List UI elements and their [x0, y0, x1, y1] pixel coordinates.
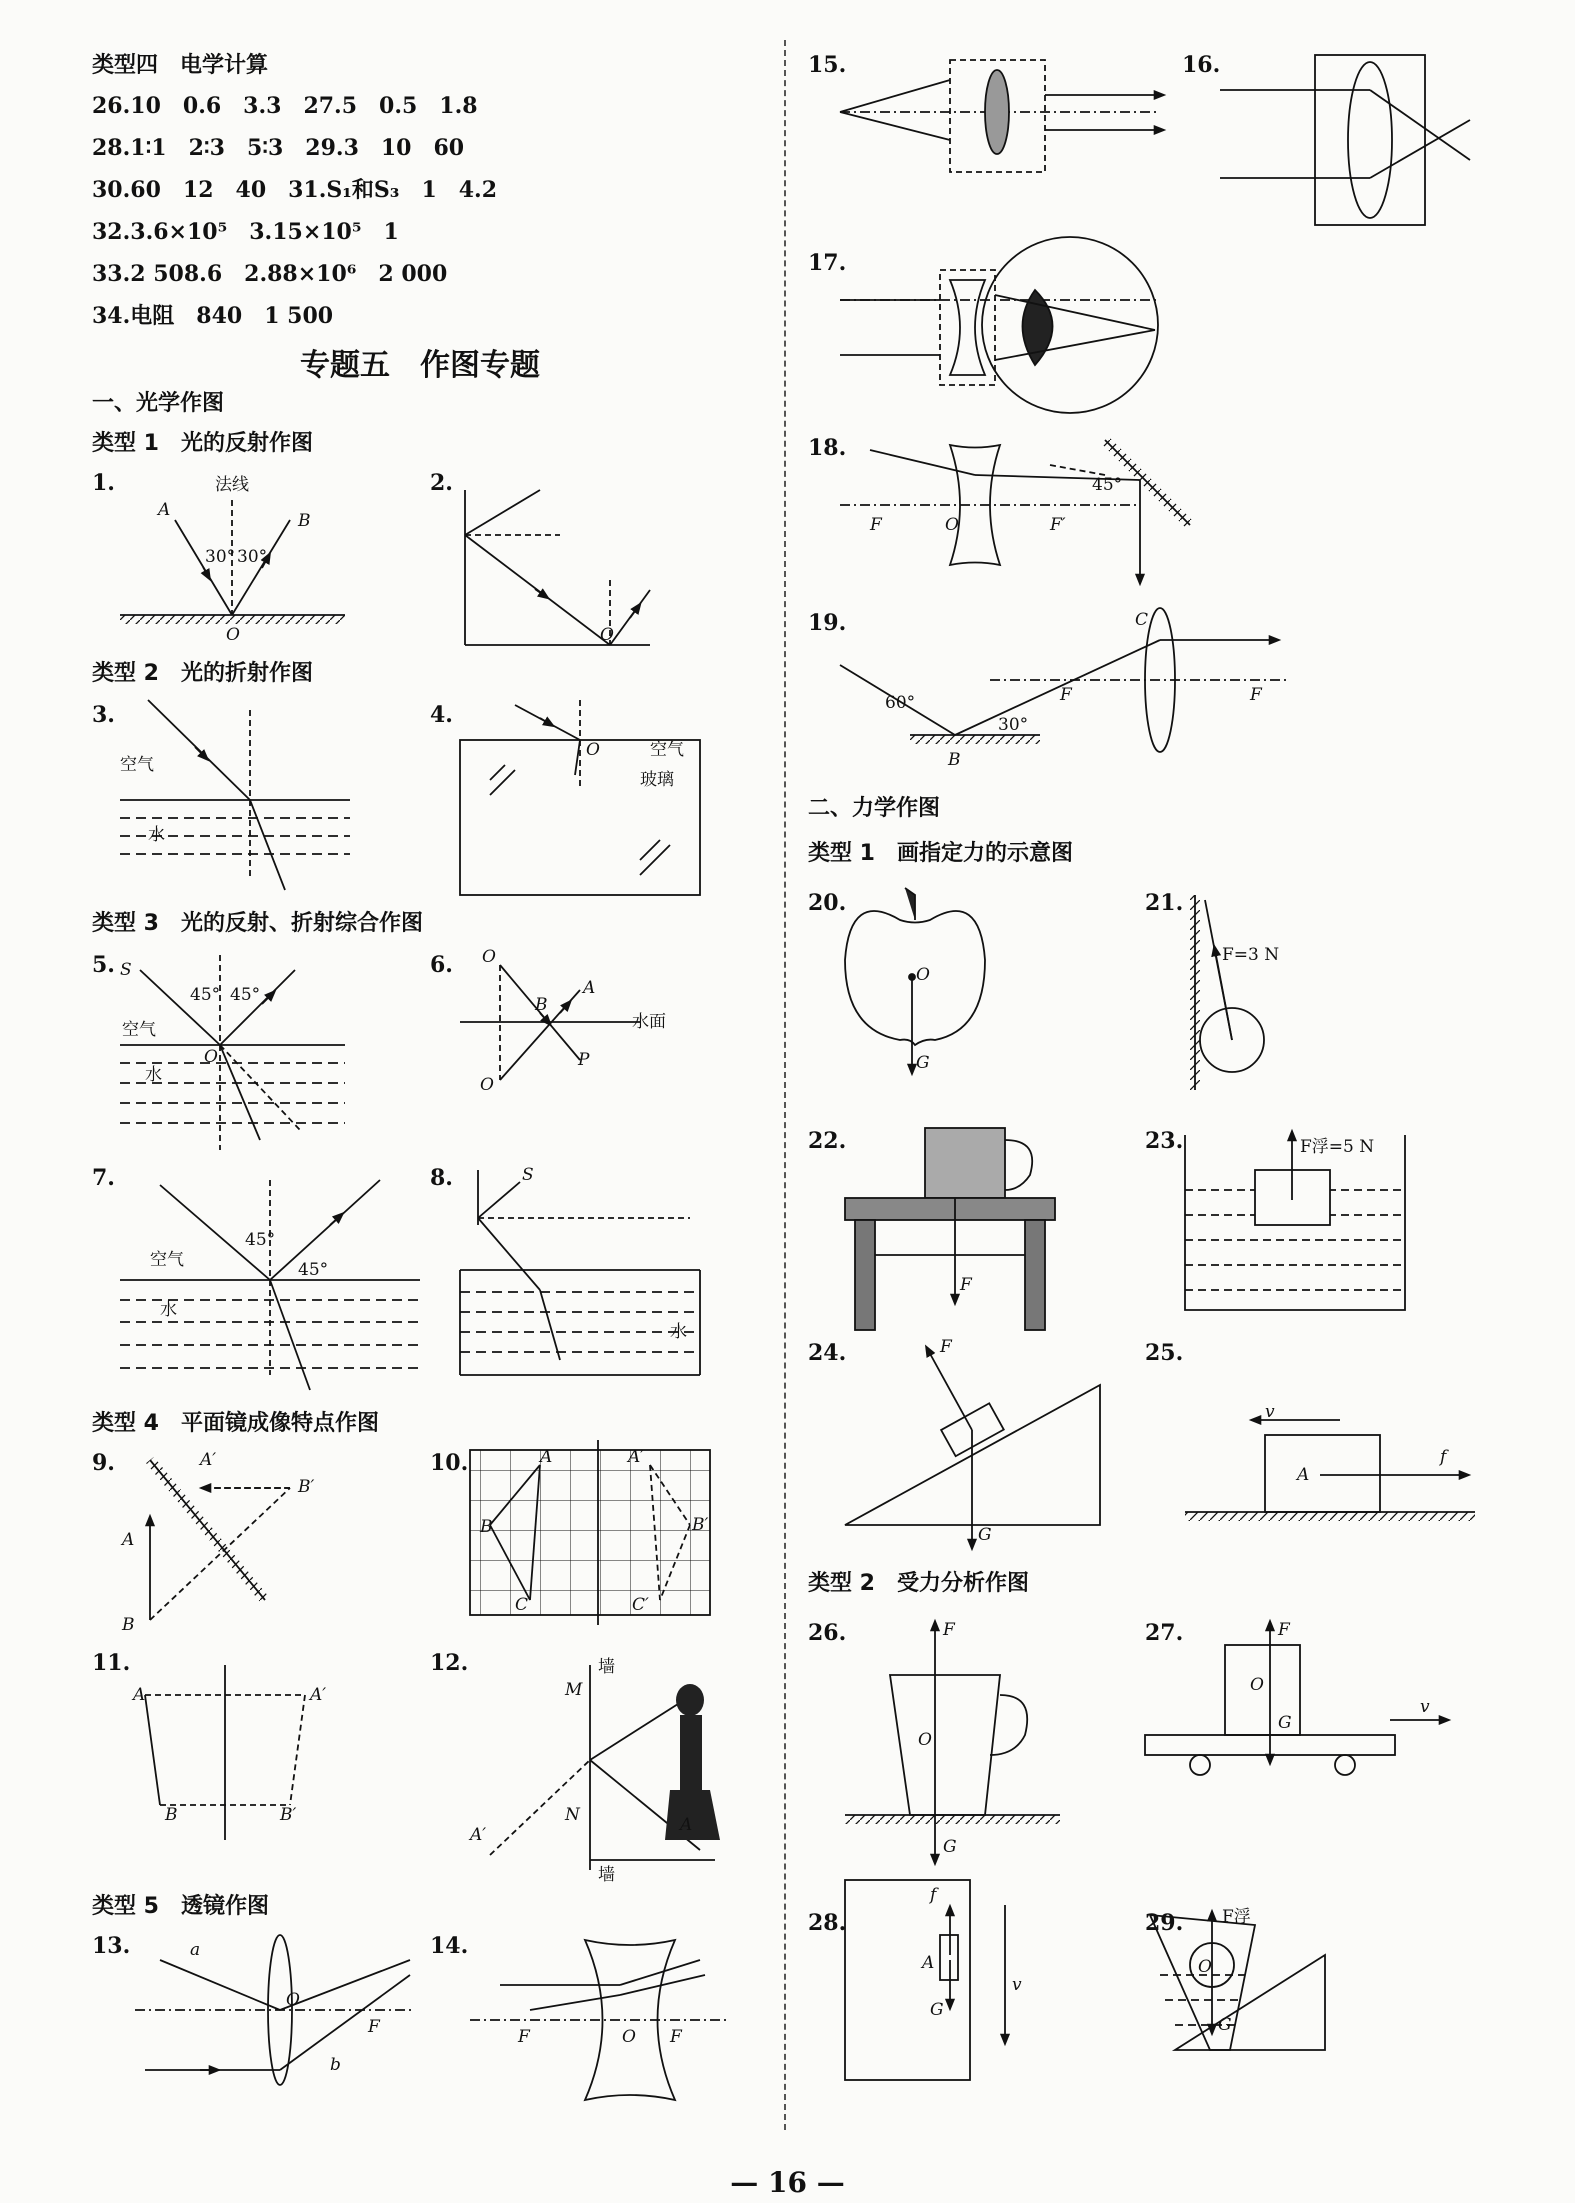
label-air: 空气 — [120, 755, 154, 775]
figure-10-grid — [470, 1440, 710, 1625]
label: O — [622, 2027, 636, 2047]
label: 45° — [230, 985, 261, 1005]
label-water: 水 — [670, 1322, 687, 1342]
figure-21-ball-wall — [1195, 895, 1264, 1090]
figure-number: 27. — [1145, 1620, 1184, 1646]
figure-number: 3. — [92, 702, 115, 728]
type4-heading: 类型四 电学计算 — [92, 53, 269, 78]
figure-labels — [120, 475, 1449, 2075]
figure-number: 1. — [92, 470, 115, 496]
figure-number: 10. — [430, 1450, 469, 1476]
label: A — [133, 1685, 146, 1705]
type-heading: 类型 2 光的折射作图 — [92, 661, 313, 686]
label: F — [518, 2027, 530, 2047]
figure-number: 26. — [808, 1620, 847, 1646]
figure-19-mirror-lens — [840, 608, 1290, 752]
label: B — [298, 511, 311, 531]
label: O — [1250, 1675, 1264, 1695]
label: C — [1135, 610, 1149, 630]
label: F — [368, 2017, 380, 2037]
figure-number: 19. — [808, 610, 847, 636]
label: M — [565, 1680, 583, 1700]
label: v — [1012, 1975, 1022, 1995]
label: a — [190, 1940, 201, 1960]
figure-7-combined — [120, 1180, 420, 1390]
figure-8-combined — [460, 1170, 700, 1375]
label: 60° — [885, 693, 916, 713]
label: F — [1250, 685, 1262, 705]
figure-number: 14. — [430, 1933, 469, 1959]
figure-number: 22. — [808, 1128, 847, 1154]
section-heading-mechanics: 二、力学作图 — [808, 796, 941, 821]
figure-number: 11. — [92, 1650, 131, 1676]
answer-line: 33.2 508.6 2.88×10⁶ 2 000 — [92, 261, 448, 287]
label: A — [540, 1447, 553, 1467]
label: B — [122, 1615, 135, 1635]
label: G — [1278, 1713, 1292, 1733]
label: B — [480, 1517, 493, 1537]
figure-4-refraction-glass — [460, 700, 700, 895]
label: C′ — [632, 1595, 649, 1615]
label-water: 水 — [148, 825, 165, 845]
figure-28-block-wall — [845, 1880, 1005, 2080]
label-glass: 玻璃 — [640, 770, 674, 790]
figure-number: 18. — [808, 435, 847, 461]
label: O — [226, 625, 240, 645]
label: 45° — [190, 985, 221, 1005]
type-heading: 类型 1 画指定力的示意图 — [808, 841, 1073, 866]
label: G — [943, 1837, 957, 1857]
figure-number: 25. — [1145, 1340, 1184, 1366]
figure-number: 24. — [808, 1340, 847, 1366]
label: B′ — [298, 1477, 315, 1497]
label-buoyancy: F浮 — [1222, 1907, 1251, 1927]
figure-27-cart — [1145, 1625, 1445, 1775]
label: B′ — [692, 1515, 709, 1535]
figure-number: 8. — [430, 1165, 453, 1191]
label: F — [1278, 1620, 1290, 1640]
label: O — [600, 625, 614, 645]
label: 45° — [1092, 475, 1123, 495]
figure-number: 16. — [1182, 52, 1221, 78]
label-water: 水 — [160, 1300, 177, 1320]
label-normal: 法线 — [215, 475, 249, 495]
label: G — [930, 2000, 944, 2020]
label-wall: 墙 — [598, 1865, 615, 1885]
figure-20-apple — [845, 888, 985, 1070]
label: B — [535, 995, 548, 1015]
label: G — [916, 1053, 930, 1073]
figure-number: 21. — [1145, 890, 1184, 916]
answer-line: 32.3.6×10⁵ 3.15×10⁵ 1 — [92, 219, 399, 245]
figure-17-eye — [840, 237, 1160, 413]
figure-number: 17. — [808, 250, 847, 276]
figure-number: 4. — [430, 702, 453, 728]
label: A′ — [628, 1447, 645, 1467]
label: O — [916, 965, 930, 985]
label: 30° — [237, 547, 268, 567]
figure-number: 7. — [92, 1165, 115, 1191]
label: A — [158, 500, 171, 520]
label: N — [565, 1805, 580, 1825]
figure-number: 12. — [430, 1650, 469, 1676]
label: B — [948, 750, 961, 770]
answer-line: 26.10 0.6 3.3 27.5 0.5 1.8 — [92, 93, 478, 119]
label: A′ — [470, 1825, 487, 1845]
label: O — [286, 1990, 300, 2010]
label-water-surface: 水面 — [632, 1012, 666, 1032]
label-buoyancy: F浮=5 N — [1300, 1137, 1375, 1157]
figure-26-cup — [845, 1625, 1060, 1860]
label: F — [1060, 685, 1072, 705]
figure-3-refraction — [120, 700, 350, 890]
answer-line: 28.1∶1 2∶3 5∶3 29.3 10 60 — [92, 135, 465, 161]
page-number: — 16 — — [730, 2166, 845, 2199]
label: O — [204, 1047, 218, 1067]
label: F — [943, 1620, 955, 1640]
figure-23-floating-block — [1185, 1135, 1405, 1310]
label: P — [578, 1050, 590, 1070]
figure-number: 15. — [808, 52, 847, 78]
type-heading: 类型 5 透镜作图 — [92, 1894, 269, 1919]
type-heading: 类型 1 光的反射作图 — [92, 431, 313, 456]
figure-9-plane-mirror — [150, 1460, 290, 1620]
label: G — [978, 1525, 992, 1545]
answer-line: 34.电阻 840 1 500 — [92, 303, 334, 329]
label: A — [583, 978, 596, 998]
label: 30° — [998, 715, 1029, 735]
label-air: 空气 — [122, 1020, 156, 1040]
label: A′ — [200, 1450, 217, 1470]
answer-line: 30.60 12 40 31.S₁和S₃ 1 4.2 — [92, 177, 498, 203]
figure-number: 13. — [92, 1933, 131, 1959]
label: A′ — [310, 1685, 327, 1705]
label: A — [680, 1815, 693, 1835]
figure-6-combined — [460, 965, 640, 1080]
type-heading: 类型 2 受力分析作图 — [808, 1571, 1029, 1596]
figure-15-lens-box — [840, 60, 1160, 172]
label-force: F=3 N — [1222, 945, 1280, 965]
label: G — [1218, 2015, 1232, 2035]
figure-18-concave-lens-mirror — [840, 440, 1190, 580]
figure-24-incline — [845, 1350, 1100, 1545]
label: O — [482, 947, 496, 967]
label-water: 水 — [145, 1065, 162, 1085]
figure-22-cup-table — [845, 1128, 1055, 1330]
figure-number: 23. — [1145, 1128, 1184, 1154]
figure-number: 2. — [430, 470, 453, 496]
label: f — [1440, 1447, 1447, 1467]
label-wall: 墙 — [598, 1657, 615, 1677]
label-air: 空气 — [150, 1250, 184, 1270]
label: O — [586, 740, 600, 760]
label: O — [945, 515, 959, 535]
label: A — [922, 1953, 935, 1973]
figure-2-reflection — [465, 490, 650, 645]
figure-13-convex-lens — [135, 1935, 415, 2085]
label: 45° — [298, 1260, 329, 1280]
label: C — [515, 1595, 529, 1615]
figure-12-wall-mirror — [490, 1665, 720, 1870]
label: F — [960, 1275, 972, 1295]
label: O — [1198, 1957, 1212, 1977]
label: v — [1265, 1402, 1275, 1422]
figure-14-concave-lens — [470, 1940, 730, 2100]
label: v — [1420, 1697, 1430, 1717]
figure-number: 6. — [430, 952, 453, 978]
label: F′ — [1050, 515, 1066, 535]
label: A — [1297, 1465, 1310, 1485]
label: 45° — [245, 1230, 276, 1250]
topic-title: 专题五 作图专题 — [300, 348, 540, 383]
figure-number: 20. — [808, 890, 847, 916]
label: O — [480, 1075, 494, 1095]
label: F — [670, 2027, 682, 2047]
label: F — [870, 515, 882, 535]
label: F — [940, 1337, 952, 1357]
type-heading: 类型 3 光的反射、折射综合作图 — [92, 911, 423, 936]
figure-number: 5. — [92, 952, 115, 978]
label: S — [120, 960, 132, 980]
label: A — [122, 1530, 135, 1550]
label: B — [165, 1805, 178, 1825]
figure-number: 9. — [92, 1450, 115, 1476]
figure-29-tilted-container — [1150, 1915, 1325, 2050]
figure-25-block-friction — [1185, 1420, 1475, 1521]
label-air: 空气 — [650, 740, 684, 760]
label: O — [918, 1730, 932, 1750]
section-heading-optics: 一、光学作图 — [92, 391, 225, 416]
label: 30° — [205, 547, 236, 567]
type-heading: 类型 4 平面镜成像特点作图 — [92, 1411, 379, 1436]
label: B′ — [280, 1805, 297, 1825]
label: S — [522, 1165, 534, 1185]
figure-number: 28. — [808, 1910, 847, 1936]
label: b — [330, 2055, 341, 2075]
label: f — [930, 1885, 937, 1905]
figure-number: 29. — [1145, 1910, 1184, 1936]
figure-16-lens-box — [1220, 55, 1470, 225]
